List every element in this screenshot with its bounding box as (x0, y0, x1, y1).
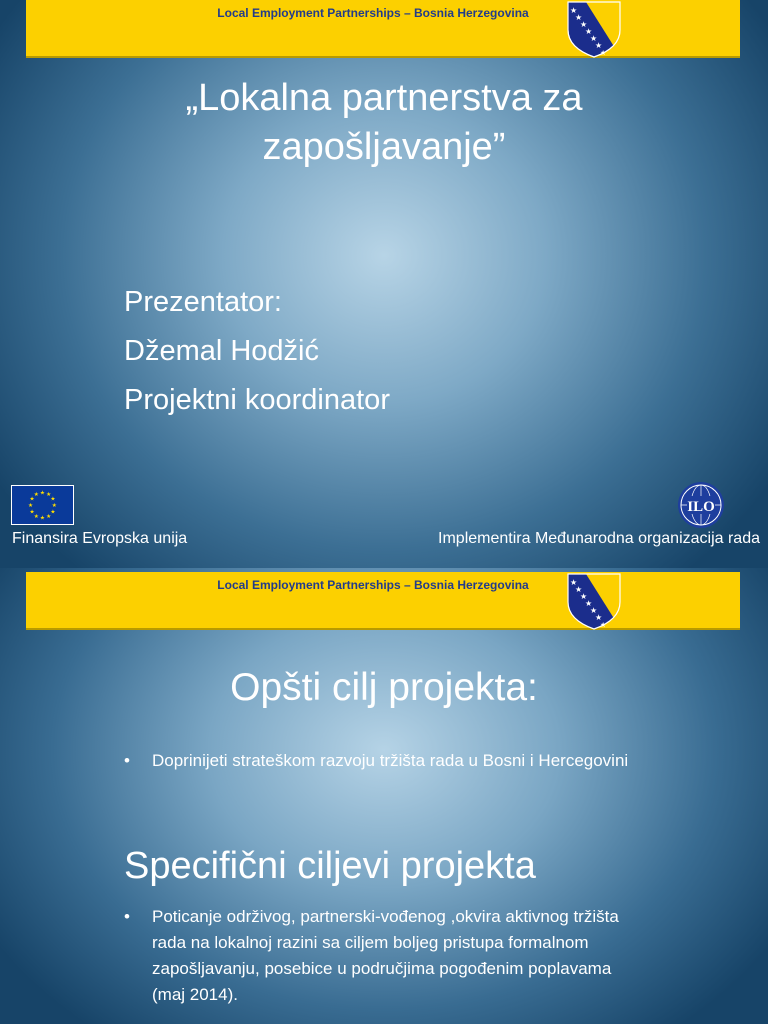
presenter-role: Projektni koordinator (124, 384, 390, 416)
svg-text:★: ★ (570, 578, 578, 587)
ilo-logo-icon (673, 480, 729, 530)
svg-text:★: ★ (575, 13, 583, 22)
banner-text: Local Employment Partnerships – Bosnia Herzegovina (217, 6, 529, 20)
svg-text:★: ★ (46, 491, 52, 498)
svg-text:★: ★ (33, 513, 39, 520)
svg-text:★: ★ (585, 599, 593, 608)
ilo-text: ILO (687, 499, 715, 515)
svg-text:★: ★ (29, 509, 35, 516)
svg-text:★: ★ (50, 496, 56, 503)
eu-flag-icon (11, 485, 74, 525)
title-line-1: „Lokalna partnerstva za (185, 77, 583, 119)
svg-text:★: ★ (29, 496, 35, 503)
slide-objectives (0, 568, 768, 1024)
header-banner (26, 572, 740, 630)
bullet-text: Poticanje održivog, partnerski-vođenog ,okvira aktivnog tržišta rada na lokalnoj razini sa ciljem boljeg pristupa formalnom zapošljavanju, posebice u područjima pogođenim poplavama (maj 2014). (152, 907, 619, 1004)
specific-objectives-title: Specifični ciljevi projekta (124, 845, 536, 887)
general-objective-title: Opšti cilj projekta: (230, 666, 538, 709)
header-banner (26, 0, 740, 58)
slide-title-text (0, 74, 768, 172)
svg-text:★: ★ (46, 513, 52, 520)
svg-text:★: ★ (590, 606, 598, 615)
bih-coat-of-arms-icon (564, 572, 624, 630)
svg-text:★: ★ (590, 34, 598, 43)
presenter-name: Džemal Hodžić (124, 335, 319, 367)
presenter-label: Prezentator: (124, 286, 282, 318)
svg-text:★: ★ (39, 490, 46, 497)
implementer-credit: Implementira Međunarodna organizacija rada (438, 530, 760, 547)
svg-text:★: ★ (600, 50, 607, 57)
bullet-dot: • (124, 751, 130, 770)
banner-text: Local Employment Partnerships – Bosnia Herzegovina (217, 578, 529, 592)
svg-text:★: ★ (600, 622, 607, 629)
bih-coat-of-arms-icon (564, 0, 624, 58)
svg-text:★: ★ (39, 515, 46, 522)
svg-text:★: ★ (33, 491, 39, 498)
svg-text:★: ★ (51, 502, 57, 509)
svg-text:★: ★ (570, 6, 578, 15)
svg-text:★: ★ (28, 502, 34, 509)
svg-text:★: ★ (595, 41, 603, 50)
svg-text:★: ★ (580, 20, 588, 29)
svg-text:★: ★ (580, 592, 588, 601)
funding-credit: Finansira Evropska unija (12, 530, 188, 547)
svg-text:★: ★ (575, 585, 583, 594)
svg-text:★: ★ (595, 613, 603, 622)
svg-text:★: ★ (585, 27, 593, 36)
bullet-text: Doprinijeti strateškom razvoju tržišta rada u Bosni i Hercegovini (152, 751, 629, 770)
title-line-2: zapošljavanje” (262, 126, 506, 168)
bullet-dot: • (124, 907, 130, 926)
svg-text:★: ★ (50, 509, 56, 516)
presenter-block (124, 278, 390, 425)
